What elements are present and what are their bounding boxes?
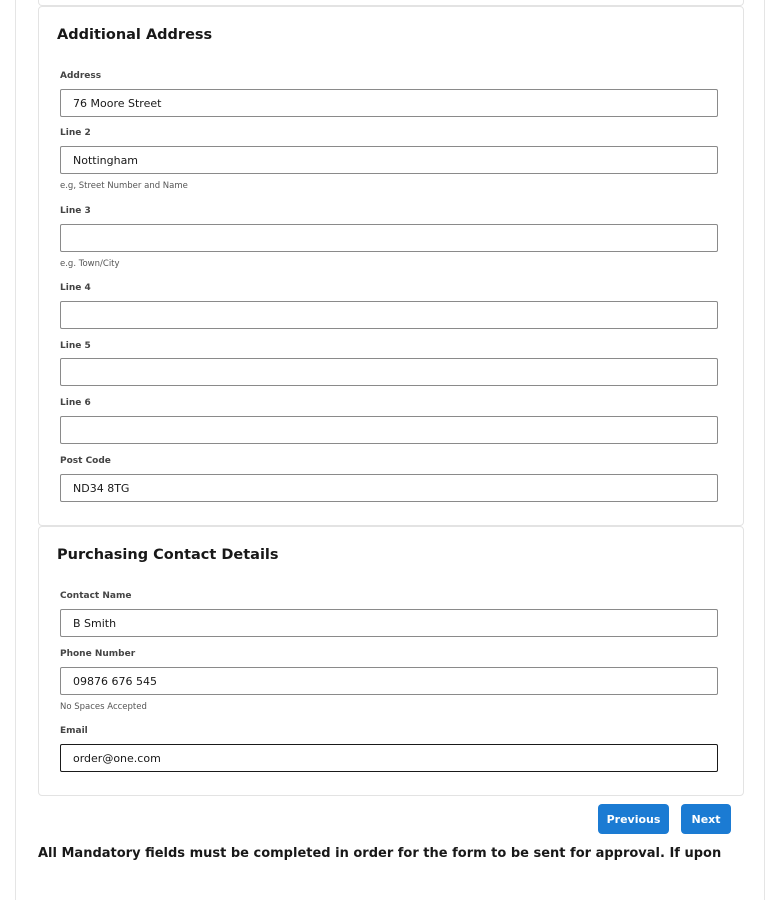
line5-input[interactable] [60,358,718,386]
previous-button[interactable]: Previous [598,804,669,834]
line2-help: e.g, Street Number and Name [60,181,188,191]
line6-input[interactable] [60,416,718,444]
line2-input[interactable] [60,146,718,174]
postcode-label: Post Code [60,456,111,466]
contact-name-label: Contact Name [60,591,132,601]
address-input[interactable] [60,89,718,117]
phone-number-help: No Spaces Accepted [60,702,147,712]
line4-label: Line 4 [60,283,91,293]
phone-number-label: Phone Number [60,649,136,659]
phone-number-input[interactable] [60,667,718,695]
line2-label: Line 2 [60,128,91,138]
address-label: Address [60,71,102,81]
line3-label: Line 3 [60,206,91,216]
line3-input[interactable] [60,224,718,252]
additional-address-card [38,6,744,526]
postcode-input[interactable] [60,474,718,502]
line4-input[interactable] [60,301,718,329]
next-button[interactable]: Next [681,804,731,834]
contact-name-input[interactable] [60,609,718,637]
email-input[interactable] [60,744,718,772]
section-title: Additional Address [57,27,213,43]
mandatory-fields-note: All Mandatory fields must be completed in order for the form to be sent for approval. If upon [38,846,722,861]
section-title: Purchasing Contact Details [57,547,279,563]
line3-help: e.g. Town/City [60,259,120,269]
line6-label: Line 6 [60,398,91,408]
line5-label: Line 5 [60,341,91,351]
email-label: Email [60,726,88,736]
